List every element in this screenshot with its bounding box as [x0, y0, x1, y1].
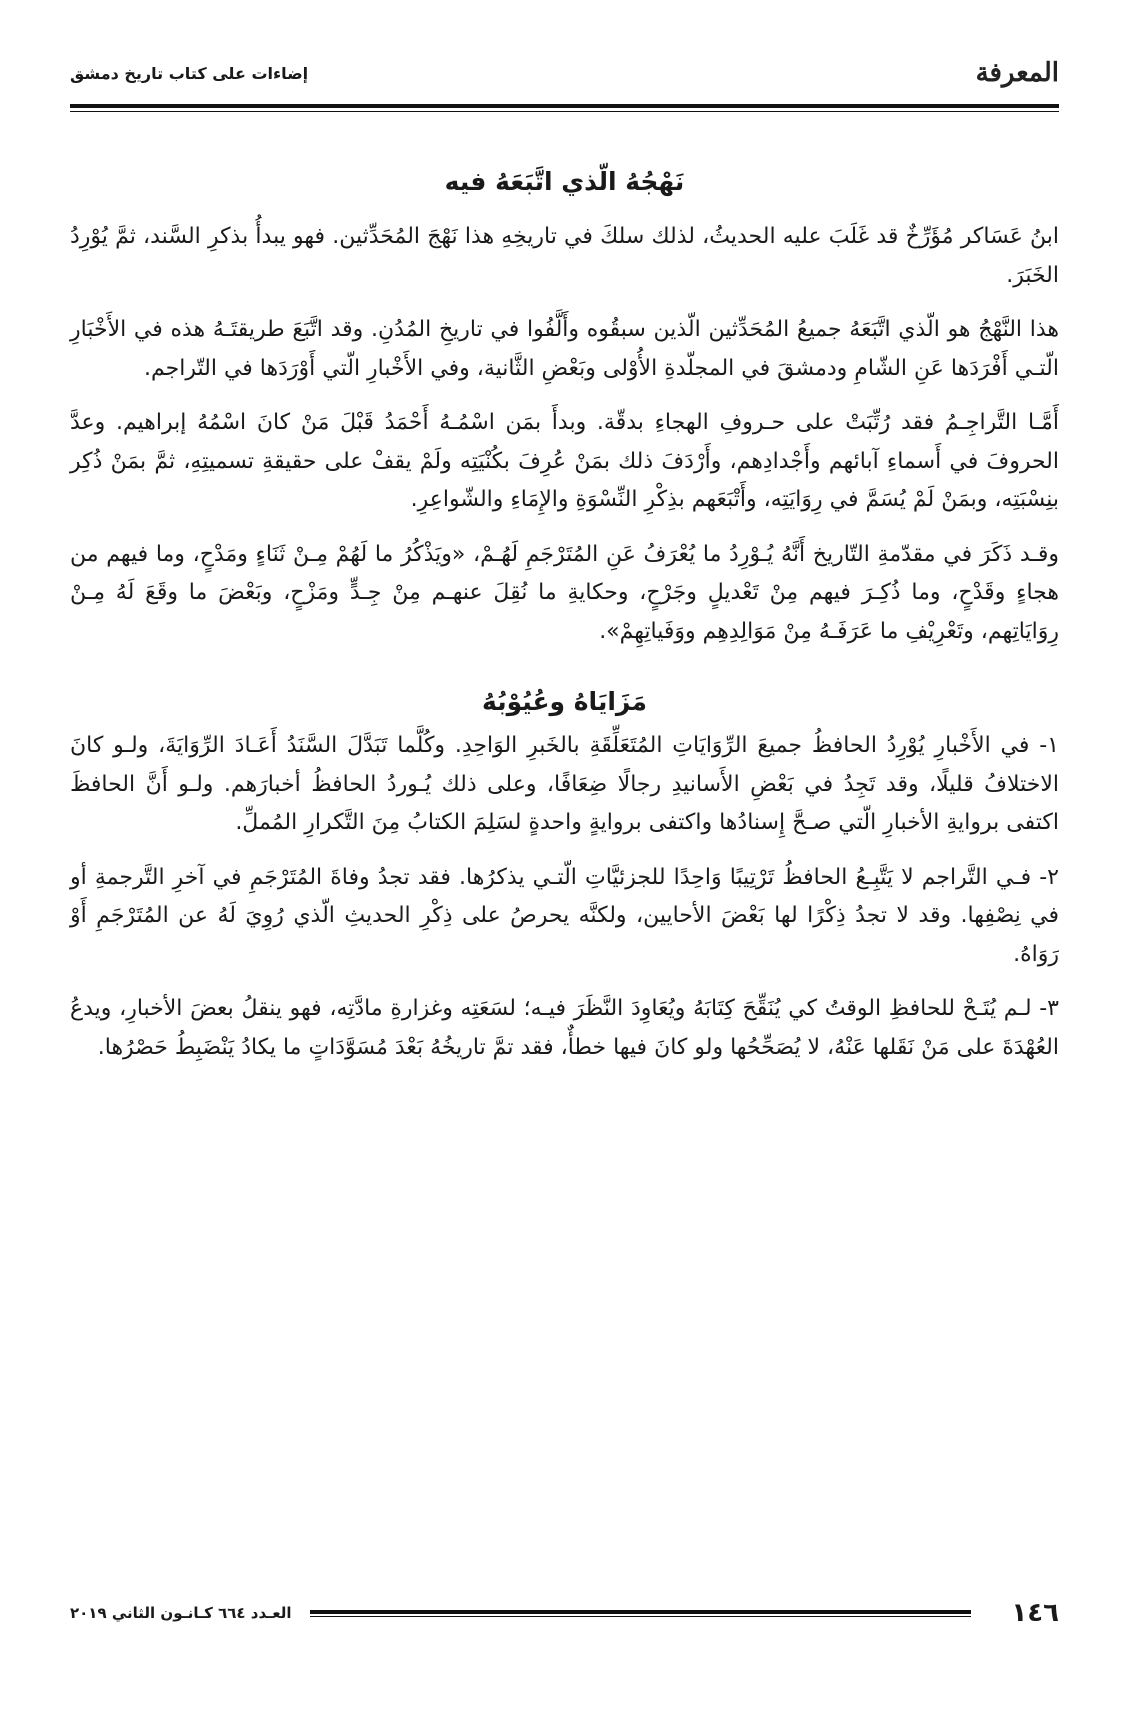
paragraph: وقـد ذَكَرَ في مقدّمةِ التّاريخ أَنَّهُ يُـوْرِدُ ما يُعْرَفُ عَنِ المُتَرْجَمِ لَهُـمْ، «ويَذْكُرُ ما لَهُمْ مِـنْ ثَنَاءٍ ومَدْحٍ، وما فيهم من هجاءٍ وقَدْحٍ، وما ذُكِـرَ فيهم مِنْ تَعْديلٍ وجَرْحٍ، وحكايةِ ما نُقِلَ عنهـم مِنْ جِـدٍّ ومَزْحٍ، وبَعْضَ ما وقَعَ لَهُ مِـنْ رِوَايَاتِهم، وتَعْرِيْفِ ما عَرَفَـهُ مِنْ مَوَالِدِهِم ووَفَياتِهِمْ». [70, 541, 1059, 644]
header-rule [70, 104, 1059, 108]
page-footer [70, 1598, 1059, 1628]
article-body [70, 158, 1059, 1083]
paragraph: ٣- لـم يُتَـحْ للحافظِ الوقتُ كي يُنَقِّحَ كِتَابَهُ ويُعَاوِدَ النَّظَرَ فيـه؛ لسَعَتِه وغزارةِ مادَّتِه، فهو ينقلُ بعضَ الأخبارِ، ويدعُ العُهْدَةَ على مَنْ نَقَلها عَنْهُ، لا يُصَحِّحُها ولو كانَ فيها خطأٌ، فقد تمَّ تاريخُهُ بَعْدَ مُسَوَّدَاتٍ ما يكادُ يَنْضَبِطُ حَصْرُها. [70, 996, 1059, 1060]
page-header [70, 50, 1059, 96]
page-number: ١٤٦ [1011, 1598, 1059, 1628]
paragraph: أَمَّـا التَّراجِـمُ فقد رُتِّبَتْ على حـروفِ الهجاءِ بدقّة. وبدأَ بمَن اسْمُـهُ أَحْمَدُ قَبْلَ مَنْ كانَ اسْمُهُ إبراهيم. وعدَّ الحروفَ في أَسماءِ آبائهم وأَجْدادِهم، وأَرْدَفَ ذلك بمَنْ عُرِفَ بكُنْيَتِه ولَمْ يقفْ على حقيقةِ تسميتِهِ، ثمَّ بمَنْ ذُكِر بنِسْبَتِه، وبمَنْ لَمْ يُسَمَّ في رِوَايَتِه، وأَتْبَعَهم بذِكْرِ النِّسْوَةِ والإِمَاءِ والشّواعِرِ. [70, 410, 1059, 512]
footer-rule [310, 1610, 972, 1617]
paragraph: ١- في الأَخْبارِ يُوْرِدُ الحافظُ جميعَ الرِّوَايَاتِ المُتَعَلِّقَةِ بالخَبرِ الوَاحِدِ. وكُلَّما تَبَدَّلَ السَّنَدُ أَعَـادَ الرِّوَايَةَ، ولـو كانَ الاختلافُ قليلًا، وقد تَجِدُ في بَعْضِ الأَسانيدِ رجالًا ضِعَافًا، وعلى ذلك يُـوردُ الحافظُ أخبارَهم. ولـو أَنَّ الحافظَ اكتفى بروايةِ الأخبارِ الّتي صـحَّ إِسنادُها واكتفى بروايةٍ واحدةٍ لسَلِمَ الكتابُ مِنَ التَّكرارِ المُملِّ. [70, 733, 1059, 835]
section-heading-pros-cons: مَزَايَاهُ وعُيُوْبُهُ [482, 687, 647, 716]
section-heading-methodology: نَهْجُهُ الّذي اتَّبَعَهُ فيه [444, 167, 685, 196]
paragraph: ابنُ عَسَاكر مُؤَرِّخٌ قد غَلَبَ عليه الحديثُ، لذلك سلكَ في تاريخِهِ هذا نَهْجَ المُحَدِّثين. فهو يبدأُ بذكرِ السَّند، ثمَّ يُوْرِدُ الخَبَرَ. [70, 224, 1059, 288]
paragraph: ٢- فـي التَّراجم لا يَتَّبِـعُ الحافظُ تَرْتِيبًا وَاحِدًا للجزئيَّاتِ الّتـي يذكرُها. فقد تجدُ وفاةَ المُتَرْجَمِ في آخرِ التَّرجمةِ أو في نِصْفِها. وقد لا تجدُ ذِكْرًا لها بَعْضَ الأحايين، ولكنَّه يحرصُ على ذِكْرِ الحديثِ الّذي رُوِيَ لَهُ عن المُتَرْجَمِ أَوْ رَوَاهُ. [70, 864, 1059, 967]
running-title: إضاءات على كتاب تاريخ دمشق [70, 63, 309, 83]
issue-info: العـدد ٦٦٤ كـانـون الثاني ٢٠١٩ [70, 1604, 292, 1622]
magazine-logo: المعرفة [975, 58, 1059, 88]
header-rule-thin [70, 111, 1059, 112]
paragraph: هذا النَّهْجُ هو الّذي اتَّبَعَهُ جميعُ المُحَدِّثين الّذين سبقُوه وأَلَّفُوا في تاريخِ المُدُنِ. وقد اتَّبَعَ طريقتَـهُ هذه في الأَخْبَارِ الّتـي أَفْرَدَها عَنِ الشّامِ ودمشقَ في المجلّدةِ الأُوْلى وبَعْضِ الثَّانية، وفي الأَخْبارِ الّتي أَوْرَدَها في التّراجم. [70, 317, 1059, 381]
